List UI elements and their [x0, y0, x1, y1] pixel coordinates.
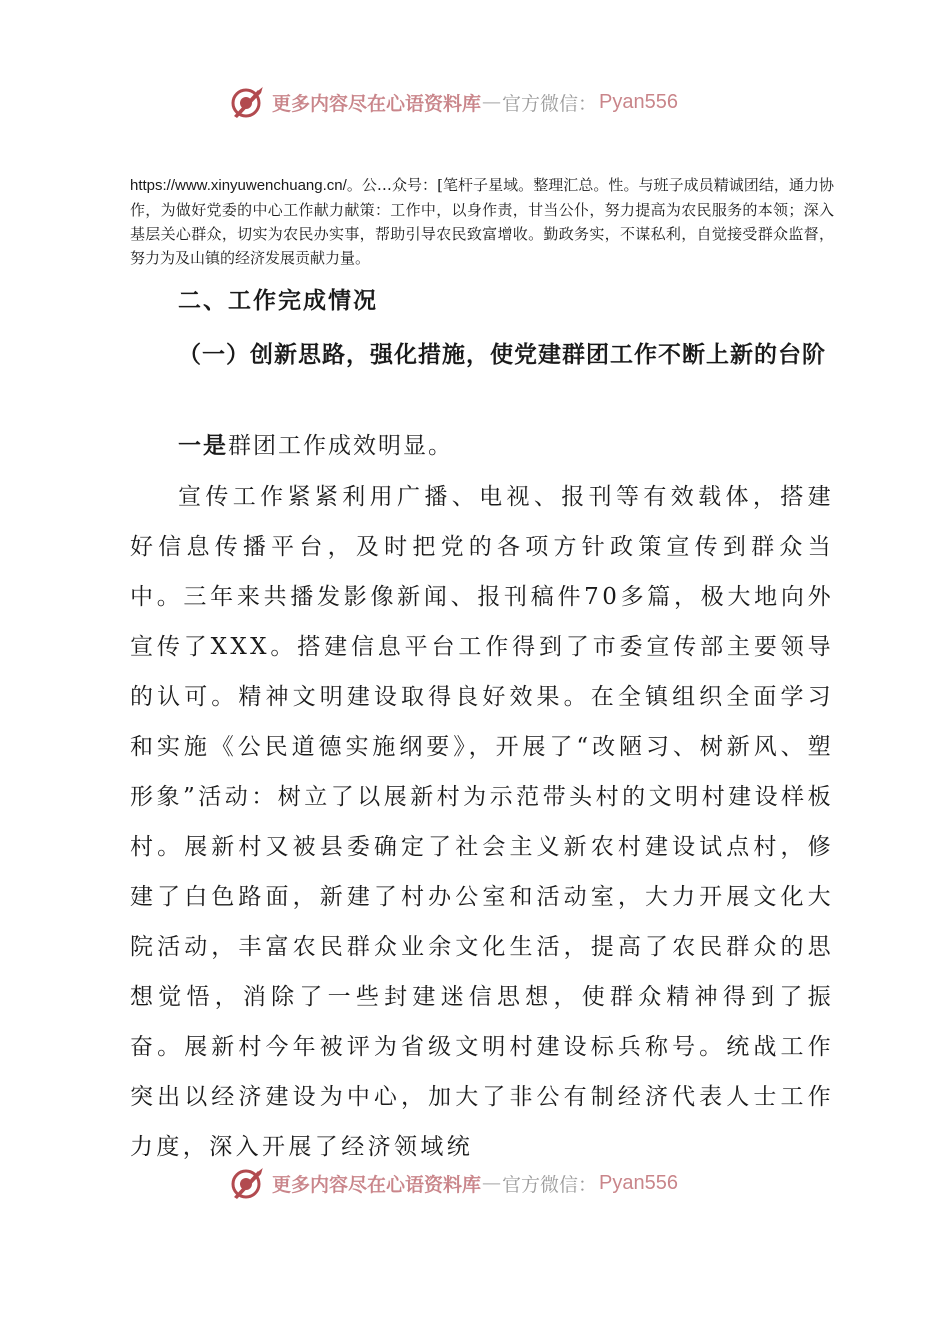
- banner-dash: —: [482, 1172, 502, 1194]
- banner-wechat-label: 官方微信：: [502, 1173, 598, 1196]
- intro-text: 。公…众号：[笔杆子星域。整理汇总。性。与班子成员精诚团结，通力协作，为做好党委的中心工作献力献策：工作中，以身作责，甘当公仆，努力提高为农民服务的本领；深入基层关心群众，切实为农民办实事，帮助引导农民致富增收。勤政务实，不谋私利，自觉接受群众监督，努力为及山镇的经济发展贡献力量。: [130, 176, 834, 267]
- lead-bold: 一是: [178, 432, 228, 459]
- pen-logo-icon: [228, 1163, 268, 1203]
- banner-brand-text: 更多内容尽在心语资料库: [272, 1173, 482, 1196]
- lead-line: [178, 427, 453, 460]
- section-subheading: （一）创新思路，强化措施，使党建群团工作不断上新的台阶: [178, 341, 826, 368]
- banner-dash: —: [482, 91, 502, 113]
- body-paragraph: 宣传工作紧紧利用广播、电视、报刊等有效载体，搭建好信息传播平台，及时把党的各项方针政策宣传到群众当中。三年来共播发影像新闻、报刊稿件70多篇，极大地向外宣传了XXX。搭建信息平台工作得到了市委宣传部主要领导的认可。精神文明建设取得良好效果。在全镇组织全面学习和实施《公民道德实施纲要》，开展了“改陋习、树新风、塑形象”活动：树立了以展新村为示范带头村的文明村建设样板村。展新村又被县委确定了社会主义新农村建设试点村，修建了白色路面，新建了村办公室和活动室，大力开展文化大院活动，丰富农民群众业余文化生活，提高了农民群众的思想觉悟，消除了一些封建迷信思想，使群众精神得到了振奋。展新村今年被评为省级文明村建设标兵称号。统战工作突出以经济建设为中心，加大了非公有制经济代表人士工作力度，深入开展了经济领域统: [130, 484, 834, 1160]
- header-banner: [228, 82, 678, 122]
- intro-url-link[interactable]: https://www.xinyuwenchuang.cn/: [130, 177, 347, 194]
- banner-wechat-id: Pyan556: [599, 90, 678, 113]
- footer-banner: [228, 1163, 678, 1203]
- banner-brand-text: 更多内容尽在心语资料库: [272, 92, 482, 115]
- lead-rest: 群团工作成效明显。: [228, 433, 453, 459]
- banner-wechat-id: Pyan556: [599, 1171, 678, 1194]
- section-heading: 二、工作完成情况: [178, 287, 378, 314]
- banner-wechat-label: 官方微信：: [502, 92, 598, 115]
- intro-paragraph: [130, 173, 834, 270]
- pen-logo-icon: [228, 82, 268, 122]
